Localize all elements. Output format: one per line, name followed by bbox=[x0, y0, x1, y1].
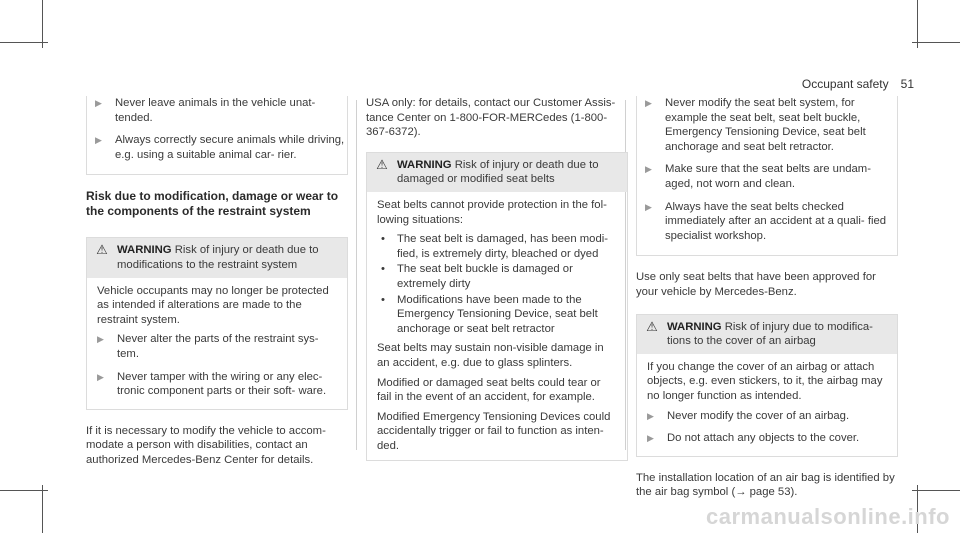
warning-title: Risk of injury due to modifica- tions to the cover of an airbag bbox=[667, 320, 873, 348]
list-item: ▶ Never modify the seat belt system, for example the seat belt, seat belt buckle, Emergency Tensioning Device, seat belt anchorage and seat belt retractor. bbox=[637, 96, 897, 154]
warning-triangle-icon: ⚠ bbox=[96, 242, 108, 258]
arrow-bullet-icon: ▶ bbox=[645, 201, 652, 212]
list-item: • Modifications have been made to the Emergency Tensioning Device, seat belt anchorage or seat belt retractor bbox=[377, 293, 617, 337]
arrow-bullet-icon: ▶ bbox=[647, 433, 654, 444]
arrow-bullet-icon: ▶ bbox=[645, 98, 652, 108]
warning-title: Risk of injury or death due to modifications to the restraint system bbox=[117, 244, 319, 271]
column-1 bbox=[86, 96, 348, 474]
warning-header bbox=[87, 238, 347, 277]
body-paragraph: USA only: for details, contact our Customer Assis- tance Center on 1-800-FOR-MERCedes (1-800-367-6372). bbox=[366, 97, 616, 139]
crop-mark bbox=[42, 0, 43, 48]
crop-mark bbox=[42, 485, 43, 533]
arrow-bullet-icon: ▶ bbox=[95, 135, 102, 146]
body-paragraph: Use only seat belts that have been approved for your vehicle by Mercedes-Benz. bbox=[636, 271, 876, 298]
warning-label: WARNING bbox=[667, 320, 722, 333]
list-item: • The seat belt is damaged, has been modi- fied, is extremely dirty, bleached or dyed bbox=[377, 232, 617, 261]
list-item: ▶ Never alter the parts of the restraint sys- tem. bbox=[97, 333, 319, 360]
warning-triangle-icon: ⚠ bbox=[376, 156, 388, 172]
page-header bbox=[802, 77, 914, 91]
page-number: 51 bbox=[900, 77, 914, 91]
crop-mark bbox=[917, 0, 918, 48]
dot-bullet-icon: • bbox=[381, 293, 385, 306]
body-paragraph: The installation location of an air bag is identified by the air bag symbol (→ page 53). bbox=[636, 471, 895, 499]
list-item: ▶ Do not attach any objects to the cover. bbox=[647, 432, 860, 445]
list-item: • The seat belt buckle is damaged or extremely dirty bbox=[377, 262, 617, 291]
warning-box bbox=[636, 314, 898, 457]
section-heading: Risk due to modification, damage or wear to the components of the restraint system bbox=[86, 189, 339, 219]
warning-label: WARNING bbox=[117, 244, 172, 257]
warning-body: If you change the cover of an airbag or attach objects, e.g. even stickers, to it, the airbag may no longer function as intended. ▶ Never modify the cover of an airbag. ▶ Do not attach any objects to the cover. bbox=[637, 354, 897, 456]
arrow-bullet-icon: ▶ bbox=[95, 98, 102, 108]
arrow-bullet-icon: ▶ bbox=[97, 334, 104, 345]
warning-header bbox=[637, 315, 897, 354]
arrow-bullet-icon: ▶ bbox=[97, 371, 104, 382]
body-paragraph: If it is necessary to modify the vehicle to accom- modate a person with disabilities, contact an authorized Mercedes-Benz Center for details. bbox=[86, 424, 326, 466]
warning-box bbox=[86, 237, 348, 409]
crop-mark bbox=[912, 490, 960, 491]
list-item: ▶ Never modify the cover of an airbag. bbox=[647, 409, 850, 422]
warning-triangle-icon: ⚠ bbox=[646, 318, 658, 334]
column-3 bbox=[636, 96, 898, 506]
watermark: carmanualsonline.info bbox=[706, 504, 950, 529]
list-item: ▶ Never tamper with the wiring or any elec- tronic component parts or their soft- ware. bbox=[97, 370, 327, 398]
warning-body: Seat belts cannot provide protection in the fol- lowing situations: • The seat belt is damaged, has been modi- fied, is extremely dirty, bleached or dyed • The seat belt buckle is damaged or extremely dirty • Modifications have been made to the Emergency Tensioning Device, seat belt anchorage or seat belt retractor Seat belts may sustain non-visible damage in an accident, e.g. due to glass splinters. Modified or damaged seat belts could tear or fail in the event of an accident, for example. Modified Emergency Tensioning Devices could accidentally trigger or fail to function as inten- ded. bbox=[367, 192, 627, 461]
dot-bullet-icon: • bbox=[381, 233, 385, 246]
warning-body: Vehicle occupants may no longer be protected as intended if alterations are made to the restraint system. ▶ Never alter the parts of the restraint sys- tem. ▶ Never tamper with the wiring or any elec- tronic component parts or their soft- ware. bbox=[87, 278, 347, 409]
warning-header bbox=[367, 153, 627, 192]
crop-mark bbox=[0, 42, 48, 43]
seat-belt-instructions-box bbox=[636, 96, 898, 256]
arrow-bullet-icon: ▶ bbox=[645, 164, 652, 175]
list-item: ▶ Never leave animals in the vehicle unat- tended. bbox=[87, 96, 347, 125]
crop-mark bbox=[0, 490, 48, 491]
warning-title: Risk of injury or death due to damaged or modified seat belts bbox=[397, 158, 599, 186]
warning-box bbox=[366, 152, 628, 462]
list-item: ▶ Always correctly secure animals while driving, e.g. using a suitable animal car- rier. bbox=[87, 133, 347, 162]
crop-mark bbox=[912, 42, 960, 43]
dot-bullet-icon: • bbox=[381, 263, 385, 276]
arrow-bullet-icon: ▶ bbox=[647, 410, 654, 421]
list-item: ▶ Always have the seat belts checked immediately after an accident at a quali- fied specialist workshop. bbox=[637, 200, 897, 244]
column-divider bbox=[356, 100, 357, 450]
animal-safety-box bbox=[86, 96, 348, 175]
warning-label: WARNING bbox=[397, 158, 452, 171]
column-2 bbox=[366, 96, 628, 475]
list-item: ▶ Make sure that the seat belts are undam- aged, not worn and clean. bbox=[637, 162, 897, 191]
section-title: Occupant safety bbox=[801, 77, 889, 91]
